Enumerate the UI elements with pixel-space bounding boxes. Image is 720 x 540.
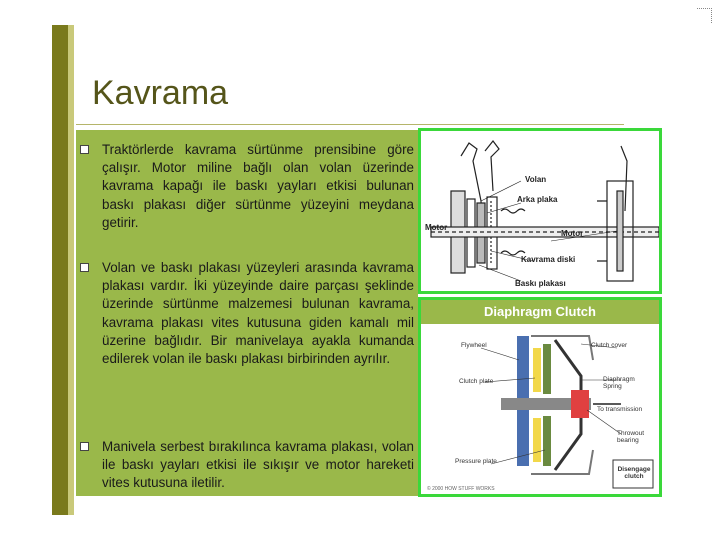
title-divider — [76, 124, 624, 125]
bullet-text: Volan ve baskı plakası yüzeyleri arasında kavrama plakası vardır. İki yüzeyinde daire parçası şeklinde üzerinde sürtünme malzemesi bulunan kavrama, kavrama plakası vites kutusuna giden kamalı mil üzerine bağlıdır. Bir manivelaya ayakla kumanda edilerek volan ile baskı plakası birbirinden ayrılır. — [102, 260, 414, 367]
label-to-transmission: To transmission — [597, 406, 643, 413]
corner-decoration — [697, 8, 712, 23]
label-motor-left: Motor — [425, 223, 448, 232]
label-disengage: Disengage clutch — [617, 466, 651, 480]
label-baski-plakasi: Baskı plakası — [515, 279, 566, 288]
label-throwout-bearing: Throwout bearing — [617, 430, 645, 444]
label-diaphragm-spring: Diaphragm Spring — [603, 376, 635, 390]
bullet-square-icon — [80, 442, 89, 451]
clutch-drawing — [421, 131, 659, 291]
label-clutch-plate: Clutch plate — [459, 378, 494, 385]
left-accent-bar — [52, 25, 68, 515]
label-volan: Volan — [525, 175, 547, 184]
figure-credit: © 2000 HOW STUFF WORKS — [427, 486, 495, 492]
clutch-diagram-figure — [418, 128, 662, 294]
label-clutch-cover: Clutch cover — [591, 342, 628, 349]
label-motor-right: Motor — [561, 229, 584, 238]
diaphragm-clutch-figure — [418, 297, 662, 497]
bullet-square-icon — [80, 263, 89, 272]
left-accent-bar-light — [68, 25, 74, 515]
slide-title: Kavrama — [92, 74, 229, 112]
label-arka-plaka: Arka plaka — [517, 195, 558, 204]
bullet-square-icon — [80, 145, 89, 154]
bullet-item — [80, 141, 414, 232]
bullet-item — [80, 259, 414, 368]
label-kavrama-diski: Kavrama diski — [521, 255, 576, 264]
bullet-item — [80, 438, 414, 493]
bullet-text: Traktörlerde kavrama sürtünme prensibine göre çalışır. Motor miline bağlı olan volan üzerinde kavrama kapağı ile baskı yayları etkisi bulunan baskı plakası diğer sürtünme yüzeyini meydana getirir. — [102, 142, 414, 230]
diaphragm-clutch-title: Diaphragm Clutch — [421, 300, 659, 324]
label-pressure-plate: Pressure plate — [455, 458, 497, 465]
bullet-text: Manivela serbest bırakılınca kavrama plakası, volan ile baskı yayları etkisi ile sıkışır ve motor hareketi vites kutusuna iletilir. — [102, 439, 414, 491]
label-flywheel: Flywheel — [461, 342, 487, 349]
